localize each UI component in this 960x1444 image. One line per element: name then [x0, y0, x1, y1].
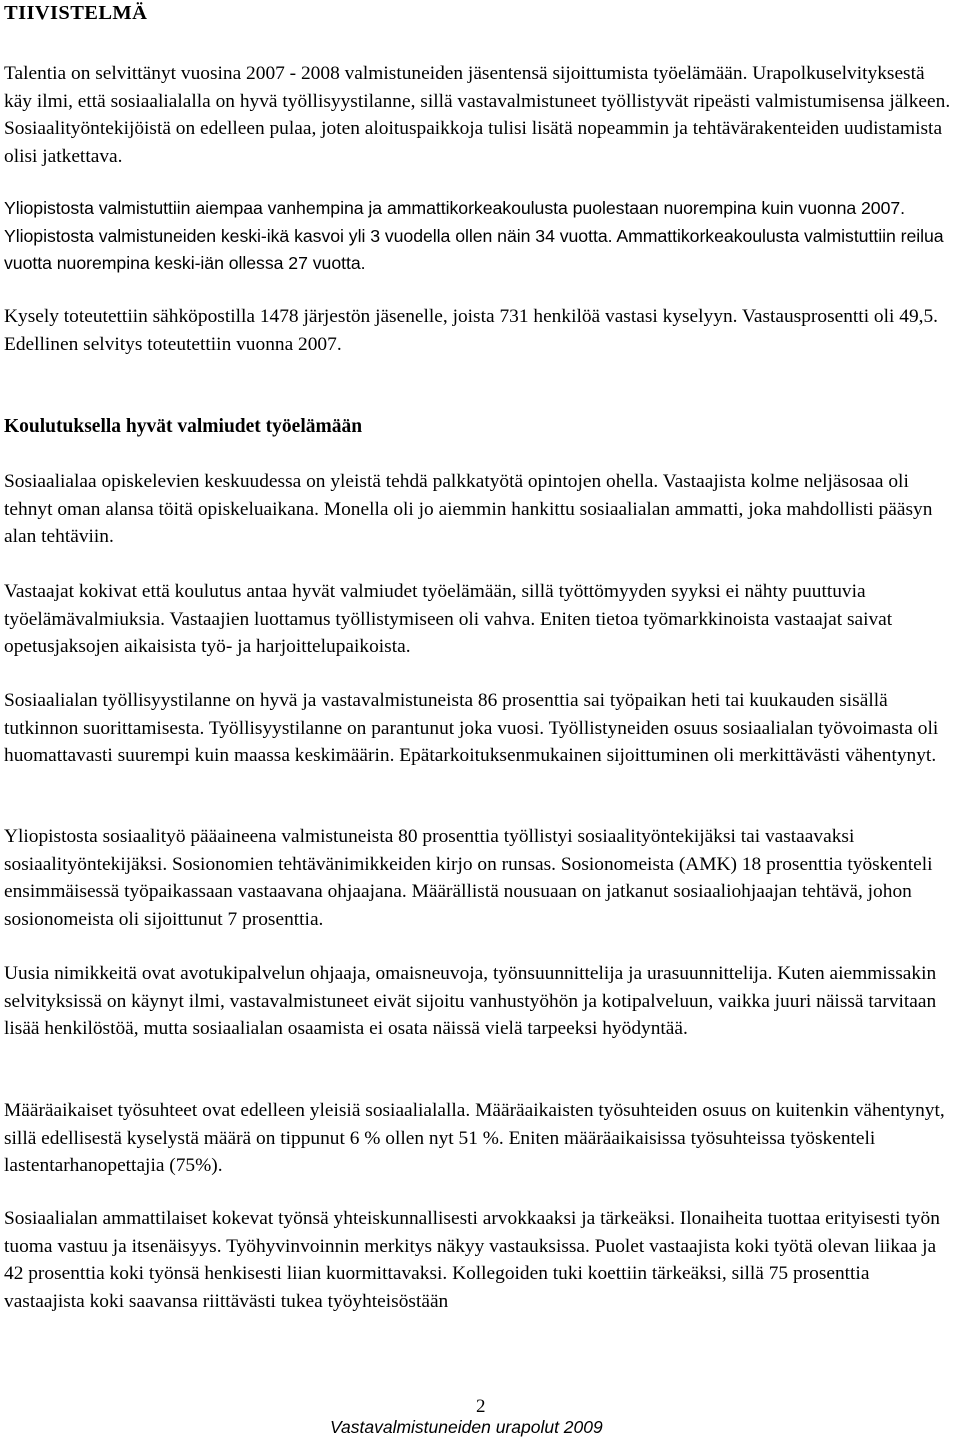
intro-paragraph: Talentia on selvittänyt vuosina 2007 - 2008 valmistuneiden jäsentensä sijoittumista työelämään. Urapolkuselvityksestä käy ilmi, että sosiaalialalla on hyvä työllisyystilanne, sillä vastavalmistuneet työllistyvät ripeästi valmistumisensa jälkeen. Sosiaalityöntekijöistä on edelleen pulaa, joten aloituspaikkoja tulisi lisätä nopeammin ja tehtävärakenteiden uudistamista olisi jatkettava.	[4, 63, 951, 167]
age-paragraph: Yliopistosta valmistuttiin aiempaa vanhempina ja ammattikorkeakoulusta puolestaan nuorempina kuin vuonna 2007. Yliopistosta valmistuneiden keski-ikä kasvoi yli 3 vuodella ollen näin 34 vuotta. Ammattikorkeakoulusta valmistuttiin reilua vuotta nuorempina keski-iän ollessa 27 vuotta.	[4, 198, 944, 273]
section-paragraph-4: Yliopistosta sosiaalityö pääaineena valmistuneista 80 prosenttia työllistyi sosiaalityöntekijäksi tai vastaavaksi sosiaalityöntekijäksi. Sosionomien tehtävänimikkeiden kirjo on runsas. Sosionomeista (AMK) 18 prosenttia työskenteli ensimmäisessä työpaikassaan vastaavana ohjaajana. Määrällistä nousuaan on jatkanut sosiaaliohjaajan tehtävä, johon sosionomeista oli sijoittunut 7 prosenttia.	[4, 826, 933, 930]
page-footer: Vastavalmistuneiden urapolut 2009	[330, 1417, 603, 1437]
page-number: 2	[476, 1396, 486, 1417]
section-paragraph-7: Sosiaalialan ammattilaiset kokevat työnsä yhteiskunnallisesti arvokkaaksi ja tärkeäksi. Ilonaiheita tuottaa erityisesti työn tuoma vastuu ja itsenäisyys. Työhyvinvoinnin merkitys näkyy vastauksissa. Puolet vastaajista koki työtä olevan liikaa ja 42 prosenttia koki työnsä henkisesti liian kuormittavaksi. Kollegoiden tuki koettiin tärkeäksi, sillä 75 prosenttia vastaajista koki saavansa riittävästi tukea työyhteisöstään	[4, 1208, 940, 1312]
section-paragraph-6: Määräaikaiset työsuhteet ovat edelleen yleisiä sosiaalialalla. Määräaikaisten työsuhteiden osuus on kuitenkin vähentynyt, sillä edellisestä kyselystä määrä on tippunut 6 % ollen nyt 51 %. Eniten määräaikaisissa työsuhteissa työskenteli lastentarhanopettajia (75%).	[4, 1100, 945, 1176]
survey-paragraph: Kysely toteutettiin sähköpostilla 1478 järjestön jäsenelle, joista 731 henkilöä vastasi kyselyyn. Vastausprosentti oli 49,5. Edellinen selvitys toteutettiin vuonna 2007.	[4, 306, 939, 355]
section-paragraph-2: Vastaajat kokivat että koulutus antaa hyvät valmiudet työelämään, sillä työttömyyden syyksi ei nähty puuttuvia työelämävalmiuksia. Vastaajien luottamus työllistymiseen oli vahva. Eniten tietoa työmarkkinoista vastaajat saivat opetusjaksojen aikaisista työ- ja harjoittelupaikoista.	[4, 581, 893, 657]
section-heading: Koulutuksella hyvät valmiudet työelämään	[4, 416, 363, 437]
section-paragraph-5: Uusia nimikkeitä ovat avotukipalvelun ohjaaja, omaisneuvoja, työnsuunnittelija ja urasuunnittelija. Kuten aiemmissakin selvityksissä on käynyt ilmi, vastavalmistuneet eivät sijoitu vanhustyöhön ja kotipalveluun, vaikka juuri näissä tarvitaan lisää henkilöstöä, mutta sosiaalialan osaamista ei osata näissä vielä tarpeeksi hyödyntää.	[4, 963, 937, 1039]
section-paragraph-3: Sosiaalialan työllisyystilanne on hyvä ja vastavalmistuneista 86 prosenttia sai työpaikan heti tai kuukauden sisällä tutkinnon suorittamisesta. Työllisyystilanne on parantunut joka vuosi. Työllistyneiden osuus sosiaalialan työvoimasta oli huomattavasti suurempi kuin maassa keskimäärin. Epätarkoituksenmukainen sijoittuminen oli merkittävästi vähentynyt.	[4, 690, 939, 766]
section-paragraph-1: Sosiaalialaa opiskelevien keskuudessa on yleistä tehdä palkkatyötä opintojen ohella. Vastaajista kolme neljäsosaa oli tehnyt oman alansa töitä opiskeluaikana. Monella oli jo aiemmin hankittu sosiaalialan ammatti, joka mahdollisti pääsyn alan tehtäviin.	[4, 471, 933, 547]
page-title: TIIVISTELMÄ	[4, 2, 148, 24]
